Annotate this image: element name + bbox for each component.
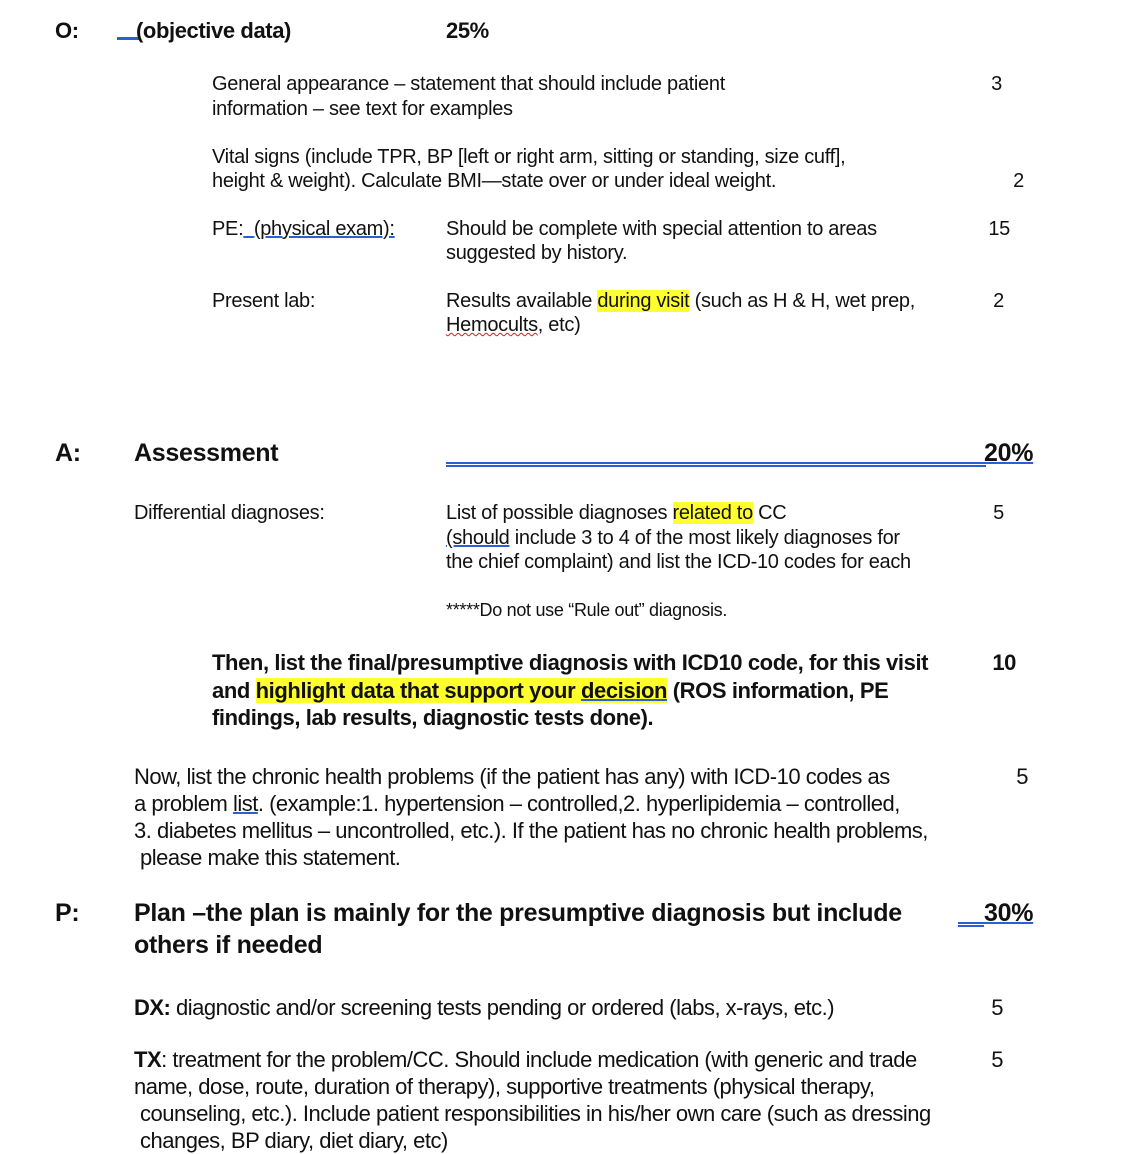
objective-weight: 25% <box>446 18 489 43</box>
assessment-weight: 20% <box>984 439 1034 467</box>
final-diagnosis-line3: findings, lab results, diagnostic tests done). <box>212 705 654 730</box>
differential-line3: the chief complaint) and list the ICD-10 codes for each <box>446 551 911 573</box>
plan-title-line2: others if needed <box>134 931 323 959</box>
chronic-points: 5 <box>1016 764 1028 789</box>
section-letter-assessment: A: <box>55 439 81 467</box>
highlight-related-to: related to <box>672 502 753 524</box>
vital-signs-line2: height & weight). Calculate BMI—state over or under ideal weight. <box>212 170 777 192</box>
differential-line1: List of possible diagnoses related to CC <box>446 502 787 524</box>
dx-points: 5 <box>991 995 1003 1020</box>
pe-line1: Should be complete with special attention to areas <box>446 218 877 240</box>
highlight-during-visit: during visit <box>597 290 690 312</box>
final-diagnosis-line2: and highlight data that support your decision (ROS information, PE <box>212 678 889 703</box>
spellcheck-hemocults: Hemocults <box>446 314 538 336</box>
general-appearance-line2: information – see text for examples <box>212 98 513 120</box>
differential-note: *****Do not use “Rule out” diagnosis. <box>446 600 728 620</box>
chronic-line2: a problem list. (example:1. hypertension – controlled,2. hyperlipidemia – controlled, <box>134 791 900 816</box>
vital-signs-line1: Vital signs (include TPR, BP [left or right arm, sitting or standing, size cuff], <box>212 146 846 168</box>
tx-line3: counseling, etc.). Include patient responsibilities in his/her own care (such as dressing <box>140 1101 931 1126</box>
lab-line1: Results available during visit (such as H & H, wet prep, <box>446 290 915 312</box>
tx-line2: name, dose, route, duration of therapy), supportive treatments (physical therapy, <box>134 1074 875 1099</box>
pe-points: 15 <box>988 218 1010 240</box>
lab-label: Present lab: <box>212 290 316 312</box>
chronic-line3: 3. diabetes mellitus – uncontrolled, etc.). If the patient has no chronic health problems, <box>134 818 928 843</box>
assessment-title: Assessment <box>134 439 279 467</box>
plan-double-underline <box>958 922 984 927</box>
section-letter-plan: P: <box>55 899 80 927</box>
differential-label: Differential diagnoses: <box>134 502 325 524</box>
pe-line2: suggested by history. <box>446 242 628 264</box>
lab-line2: Hemocults, etc) <box>446 314 581 336</box>
assessment-double-underline <box>446 462 986 467</box>
tx-line4: changes, BP diary, diet diary, etc) <box>140 1128 448 1153</box>
general-appearance-line1: General appearance – statement that should include patient <box>212 73 725 95</box>
plan-weight: 30% <box>984 899 1034 927</box>
differential-points: 5 <box>993 502 1004 524</box>
final-diagnosis-points: 10 <box>992 650 1016 675</box>
chronic-line1: Now, list the chronic health problems (if the patient has any) with ICD-10 codes as <box>134 764 890 789</box>
dx-line: DX: diagnostic and/or screening tests pending or ordered (labs, x-rays, etc.) <box>134 995 835 1020</box>
tx-line1: TX: treatment for the problem/CC. Should include medication (with generic and trade <box>134 1047 917 1072</box>
pe-label: PE: (physical exam): <box>212 218 395 240</box>
vital-signs-points: 2 <box>1013 170 1024 192</box>
objective-title: (objective data) <box>136 18 291 43</box>
differential-line2: (should include 3 to 4 of the most likely diagnoses for <box>446 527 900 549</box>
lab-points: 2 <box>993 290 1004 312</box>
tx-points: 5 <box>991 1047 1003 1072</box>
highlight-support-decision: highlight data that support your decision <box>255 678 668 703</box>
section-letter-objective: O: <box>55 18 79 43</box>
final-diagnosis-line1: Then, list the final/presumptive diagnosis with ICD10 code, for this visit <box>212 650 929 675</box>
plan-title-line1: Plan –the plan is mainly for the presumptive diagnosis but include <box>134 899 902 927</box>
chronic-line4: please make this statement. <box>140 845 401 870</box>
general-appearance-points: 3 <box>991 73 1002 95</box>
